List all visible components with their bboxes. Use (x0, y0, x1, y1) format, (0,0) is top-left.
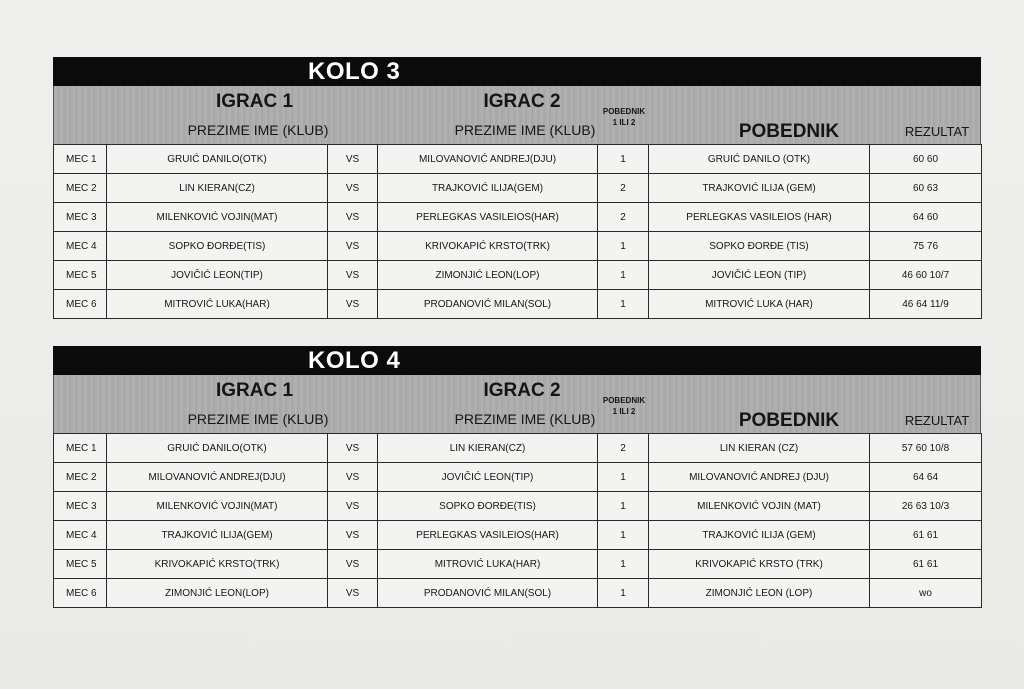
player2-heading: IGRAC 2 (483, 91, 561, 112)
winner-cell: KRIVOKAPIĆ KRSTO (TRK) (649, 550, 870, 579)
match-label-cell: MEC 5 (54, 550, 107, 579)
player2-cell: PRODANOVIĆ MILAN(SOL) (378, 579, 598, 608)
match-label-cell: MEC 2 (54, 174, 107, 203)
player1-subheading: PREZIME IME (KLUB) (187, 411, 329, 427)
winner-number-cell: 1 (598, 492, 649, 521)
player1-cell: SOPKO ĐORĐE(TIS) (107, 232, 328, 261)
player1-subheading: PREZIME IME (KLUB) (187, 122, 329, 138)
table-row (54, 550, 982, 579)
winner-cell: GRUIĆ DANILO (OTK) (649, 145, 870, 174)
winner-number-cell: 2 (598, 174, 649, 203)
winner-number-cell: 1 (598, 290, 649, 319)
player1-cell: MILENKOVIĆ VOJIN(MAT) (107, 203, 328, 232)
winner-number-cell: 1 (598, 521, 649, 550)
table-row (54, 463, 982, 492)
player2-cell: PRODANOVIĆ MILAN(SOL) (378, 290, 598, 319)
versus-cell: VS (328, 521, 378, 550)
versus-cell: VS (328, 290, 378, 319)
table-row (54, 434, 982, 463)
player1-heading: IGRAC 1 (215, 91, 294, 112)
match-table (53, 433, 982, 608)
result-cell: wo (870, 579, 982, 608)
result-heading: REZULTAT (904, 124, 970, 139)
versus-cell: VS (328, 203, 378, 232)
match-label-cell: MEC 3 (54, 492, 107, 521)
table-row (54, 261, 982, 290)
player2-cell: KRIVOKAPIĆ KRSTO(TRK) (378, 232, 598, 261)
round-title: KOLO 3 (308, 58, 401, 85)
player1-cell: MILENKOVIĆ VOJIN(MAT) (107, 492, 328, 521)
winner-cell: SOPKO ĐORĐE (TIS) (649, 232, 870, 261)
result-cell: 64 64 (870, 463, 982, 492)
versus-cell: VS (328, 232, 378, 261)
table-row (54, 203, 982, 232)
winner-number-heading (594, 395, 654, 417)
player2-cell: MILOVANOVIĆ ANDREJ(DJU) (378, 145, 598, 174)
player1-cell: KRIVOKAPIĆ KRSTO(TRK) (107, 550, 328, 579)
winner-cell: MITROVIĆ LUKA (HAR) (649, 290, 870, 319)
result-heading: REZULTAT (904, 413, 970, 428)
table-row (54, 579, 982, 608)
winner-cell: ZIMONJIĆ LEON (LOP) (649, 579, 870, 608)
player2-cell: PERLEGKAS VASILEIOS(HAR) (378, 521, 598, 550)
player2-cell: SOPKO ĐORĐE(TIS) (378, 492, 598, 521)
player1-cell: MILOVANOVIĆ ANDREJ(DJU) (107, 463, 328, 492)
match-label-cell: MEC 6 (54, 290, 107, 319)
match-label-cell: MEC 4 (54, 521, 107, 550)
winner-number-heading-line2: 1 ILI 2 (612, 407, 636, 416)
versus-cell: VS (328, 550, 378, 579)
table-row (54, 145, 982, 174)
player1-cell: MITROVIĆ LUKA(HAR) (107, 290, 328, 319)
result-cell: 64 60 (870, 203, 982, 232)
player2-cell: PERLEGKAS VASILEIOS(HAR) (378, 203, 598, 232)
player1-cell: ZIMONJIĆ LEON(LOP) (107, 579, 328, 608)
player1-cell: GRUIĆ DANILO(OTK) (107, 434, 328, 463)
table-row (54, 492, 982, 521)
versus-cell: VS (328, 261, 378, 290)
winner-number-cell: 1 (598, 261, 649, 290)
match-label-cell: MEC 3 (54, 203, 107, 232)
versus-cell: VS (328, 579, 378, 608)
match-label-cell: MEC 1 (54, 434, 107, 463)
match-label-cell: MEC 5 (54, 261, 107, 290)
versus-cell: VS (328, 434, 378, 463)
winner-cell: JOVIČIĆ LEON (TIP) (649, 261, 870, 290)
result-cell: 61 61 (870, 550, 982, 579)
player2-cell: JOVIČIĆ LEON(TIP) (378, 463, 598, 492)
table-header (53, 375, 981, 433)
winner-cell: PERLEGKAS VASILEIOS (HAR) (649, 203, 870, 232)
winner-number-cell: 1 (598, 232, 649, 261)
table-row (54, 521, 982, 550)
result-cell: 46 64 11/9 (870, 290, 982, 319)
table-row (54, 232, 982, 261)
player2-subheading: PREZIME IME (KLUB) (454, 411, 596, 427)
table-row (54, 174, 982, 203)
round-title-bar (53, 346, 981, 375)
table-row (54, 290, 982, 319)
winner-number-cell: 1 (598, 463, 649, 492)
match-table (53, 144, 982, 319)
player2-cell: ZIMONJIĆ LEON(LOP) (378, 261, 598, 290)
player2-heading: IGRAC 2 (483, 380, 561, 401)
player1-cell: GRUIĆ DANILO(OTK) (107, 145, 328, 174)
result-cell: 61 61 (870, 521, 982, 550)
player1-cell: LIN KIERAN(CZ) (107, 174, 328, 203)
winner-cell: TRAJKOVIĆ ILIJA (GEM) (649, 521, 870, 550)
winner-cell: MILOVANOVIĆ ANDREJ (DJU) (649, 463, 870, 492)
winner-number-heading-line2: 1 ILI 2 (612, 118, 636, 127)
winner-heading: POBEDNIK (738, 410, 840, 431)
player1-cell: JOVIČIĆ LEON(TIP) (107, 261, 328, 290)
winner-number-cell: 2 (598, 434, 649, 463)
winner-number-heading (594, 106, 654, 128)
player2-cell: TRAJKOVIĆ ILIJA(GEM) (378, 174, 598, 203)
winner-cell: TRAJKOVIĆ ILIJA (GEM) (649, 174, 870, 203)
winner-number-cell: 1 (598, 550, 649, 579)
winner-heading: POBEDNIK (738, 121, 840, 142)
versus-cell: VS (328, 492, 378, 521)
table-header (53, 86, 981, 144)
winner-cell: LIN KIERAN (CZ) (649, 434, 870, 463)
winner-number-cell: 1 (598, 579, 649, 608)
round-title: KOLO 4 (308, 347, 401, 374)
winner-number-cell: 2 (598, 203, 649, 232)
round-title-bar (53, 57, 981, 86)
versus-cell: VS (328, 174, 378, 203)
match-label-cell: MEC 4 (54, 232, 107, 261)
result-cell: 75 76 (870, 232, 982, 261)
winner-number-cell: 1 (598, 145, 649, 174)
winner-number-heading-line1: POBEDNIK (602, 107, 646, 116)
versus-cell: VS (328, 463, 378, 492)
player2-cell: MITROVIĆ LUKA(HAR) (378, 550, 598, 579)
round-3-table (53, 57, 981, 319)
result-cell: 60 60 (870, 145, 982, 174)
result-cell: 46 60 10/7 (870, 261, 982, 290)
match-label-cell: MEC 2 (54, 463, 107, 492)
result-cell: 26 63 10/3 (870, 492, 982, 521)
match-label-cell: MEC 1 (54, 145, 107, 174)
result-cell: 60 63 (870, 174, 982, 203)
versus-cell: VS (328, 145, 378, 174)
player2-cell: LIN KIERAN(CZ) (378, 434, 598, 463)
match-label-cell: MEC 6 (54, 579, 107, 608)
result-cell: 57 60 10/8 (870, 434, 982, 463)
round-4-table (53, 346, 981, 608)
player2-subheading: PREZIME IME (KLUB) (454, 122, 596, 138)
winner-cell: MILENKOVIĆ VOJIN (MAT) (649, 492, 870, 521)
winner-number-heading-line1: POBEDNIK (602, 396, 646, 405)
player1-heading: IGRAC 1 (215, 380, 294, 401)
player1-cell: TRAJKOVIĆ ILIJA(GEM) (107, 521, 328, 550)
